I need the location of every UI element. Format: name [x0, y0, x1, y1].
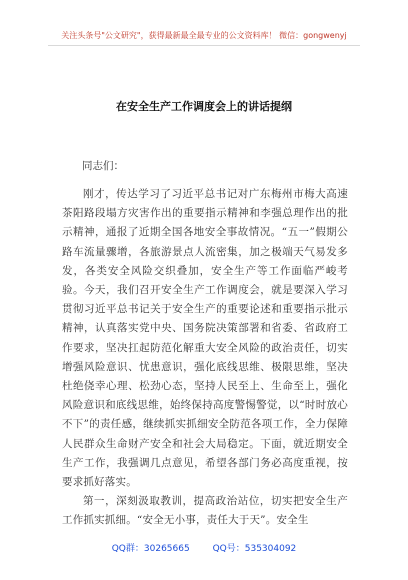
- body-paragraph: 刚才，传达学习了习近平总书记对广东梅州市梅大高速茶阳路段塌方灾害作出的重要指示精神和李强总理作出的批示精神，通报了近期全国各地安全事故情况。“五一”假期公路车流量骤增，各旅游景点人流密集，加之极端天气易发多发，各类安全风险交织叠加，安全生产等工作面临严峻考验。今天，我们召开安全生产工作调度会，就是要深入学习贯彻习近平总书记关于安全生产的重要论述和重要指示批示精神，认真落实党中央、国务院决策部署和省委、省政府工作要求，坚决扛起防范化解重大安全风险的政治责任，切实增强风险意识、忧患意识，强化底线思维、极限思维，坚决杜绝侥幸心理、松劲心态，坚持人民至上、生命至上，强化风险意识和底线思维，始终保持高度警惕警觉，以“时时放心不下”的责任感，继续抓实抓细安全防范各项工作，全力保障人民群众生命财产安全和社会大局稳定。下面，就近期安全生产工作，我强调几点意见，希望各部门务必高度重视，按要求抓好落实。: [62, 188, 348, 489]
- document-body: [62, 185, 348, 531]
- footer-qq-number: QQ号：535304092: [212, 544, 297, 554]
- footer-contact: [0, 541, 408, 554]
- document-title: 在安全生产工作调度会上的讲话提纲: [116, 100, 292, 113]
- header-promo-note: 关注头条号"公文研究"，获得最新最全最专业的公文资料库！ 微信：gongwenyj: [61, 31, 347, 40]
- header-divider: [48, 45, 360, 46]
- body-paragraph: 第一，深刻汲取教训，提高政治站位，切实把安全生产工作抓实抓细。“安全无小事，责任大于天”。安全生: [62, 495, 348, 527]
- salutation: 同志们：: [82, 160, 124, 172]
- footer-qq-group: QQ群：30265665: [111, 544, 190, 554]
